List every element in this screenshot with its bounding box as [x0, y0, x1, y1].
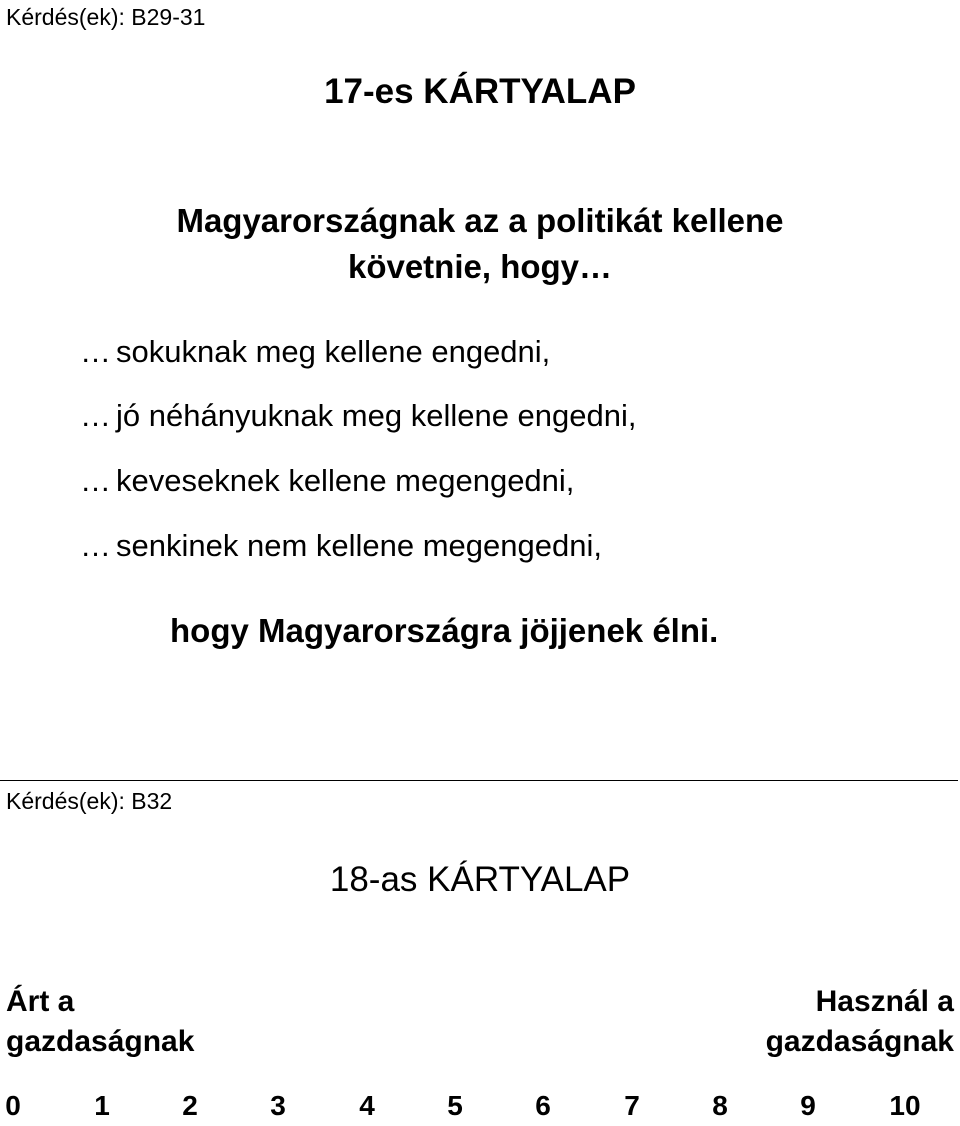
scale-value-6: 6 [535, 1090, 551, 1121]
scale-value-1: 1 [94, 1090, 110, 1121]
section-divider [0, 780, 958, 781]
question-line-1: Magyarországnak az a politikát kellene [176, 202, 784, 239]
scale-value-5: 5 [447, 1090, 463, 1121]
question-reference: Kérdés(ek): B29-31 [6, 4, 206, 30]
card-title: 18-as KÁRTYALAP [329, 860, 631, 899]
scale-value-0: 0 [5, 1090, 21, 1121]
option-text: sokuknak meg kellene engedni, [116, 334, 551, 369]
answer-option-1 [80, 334, 550, 370]
option-ellipsis: … [80, 528, 111, 563]
answer-option-4 [80, 528, 602, 564]
scale-value-8: 8 [712, 1090, 728, 1121]
question-line-2: követnie, hogy… [347, 248, 613, 285]
answer-option-2 [80, 398, 637, 434]
scale-value-4: 4 [359, 1090, 375, 1121]
card-title: 17-es KÁRTYALAP [324, 72, 636, 111]
anchor-right-line-2: gazdaságnak [765, 1025, 954, 1058]
option-text: senkinek nem kellene megengedni, [116, 528, 602, 563]
rating-scale [0, 1090, 960, 1126]
question-reference: Kérdés(ek): B32 [6, 788, 173, 814]
option-text: jó néhányuknak meg kellene engedni, [116, 398, 637, 433]
anchor-left-line-2: gazdaságnak [6, 1025, 195, 1058]
scale-value-9: 9 [800, 1090, 816, 1121]
closing-statement: hogy Magyarországra jöjjenek élni. [170, 612, 719, 649]
anchor-left-line-1: Árt a [6, 985, 75, 1018]
scale-anchor-right [766, 982, 954, 1062]
scale-value-3: 3 [270, 1090, 286, 1121]
answer-option-3 [80, 463, 574, 499]
anchor-right-line-1: Használ a [815, 985, 954, 1018]
option-ellipsis: … [80, 334, 111, 369]
scale-anchor-left [6, 982, 194, 1062]
option-ellipsis: … [80, 398, 111, 433]
option-text: keveseknek kellene megengedni, [116, 463, 575, 498]
scale-value-7: 7 [624, 1090, 640, 1121]
scale-value-10: 10 [889, 1090, 921, 1121]
scale-value-2: 2 [182, 1090, 198, 1121]
option-ellipsis: … [80, 463, 111, 498]
